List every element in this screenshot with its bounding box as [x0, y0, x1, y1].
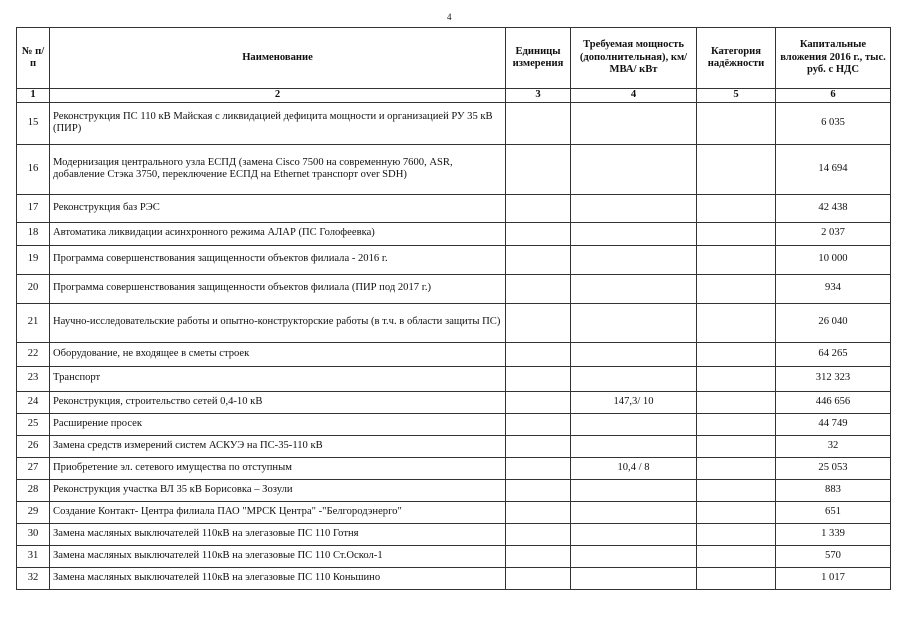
row-category: [697, 144, 776, 194]
header-power: Требуемая мощность (дополнительная), км/ МВА/ кВт: [571, 28, 697, 89]
column-number-row: [17, 89, 891, 103]
row-category: [697, 274, 776, 303]
table-row: [17, 366, 891, 391]
row-power: [571, 366, 697, 391]
header-name: Наименование: [50, 28, 506, 89]
row-units: [506, 523, 571, 545]
row-num: 18: [17, 222, 50, 245]
row-category: [697, 435, 776, 457]
row-num: 22: [17, 342, 50, 366]
row-num: 31: [17, 545, 50, 567]
row-power: [571, 479, 697, 501]
header-category: Категория надёжности: [697, 28, 776, 89]
row-name: Модернизация центрального узла ЕСПД (замена Cisco 7500 на современную 7600, ASR, добавление Стэка 3750, переключение ЕСПД на Ethernet транспорт over SDH): [50, 144, 506, 194]
row-num: 19: [17, 245, 50, 274]
row-power: [571, 303, 697, 342]
row-num: 17: [17, 194, 50, 222]
row-power: [571, 413, 697, 435]
row-units: [506, 567, 571, 589]
row-num: 15: [17, 102, 50, 144]
row-name: Программа совершенствования защищенности объектов филиала (ПИР под 2017 г.): [50, 274, 506, 303]
row-category: [697, 342, 776, 366]
row-units: [506, 391, 571, 413]
page-number: 4: [447, 12, 452, 22]
row-num: 21: [17, 303, 50, 342]
row-category: [697, 245, 776, 274]
row-capex: 26 040: [776, 303, 891, 342]
row-units: [506, 457, 571, 479]
col-number: 6: [776, 89, 891, 103]
table-row: [17, 501, 891, 523]
table-row: [17, 245, 891, 274]
row-name: Оборудование, не входящее в сметы строек: [50, 342, 506, 366]
row-capex: 312 323: [776, 366, 891, 391]
row-capex: 14 694: [776, 144, 891, 194]
row-units: [506, 194, 571, 222]
investment-table: [16, 27, 891, 590]
table-row: [17, 194, 891, 222]
row-power: [571, 342, 697, 366]
row-name: Реконструкция баз РЭС: [50, 194, 506, 222]
table-row: [17, 567, 891, 589]
row-name: Научно-исследовательские работы и опытно-конструкторские работы (в т.ч. в области защиты ПС): [50, 303, 506, 342]
row-name: Реконструкция участка ВЛ 35 кВ Борисовка – Зозули: [50, 479, 506, 501]
row-name: Замена масляных выключателей 110кВ на элегазовые ПС 110 Коньшино: [50, 567, 506, 589]
table-row: [17, 435, 891, 457]
row-units: [506, 479, 571, 501]
row-power: 10,4 / 8: [571, 457, 697, 479]
row-power: [571, 567, 697, 589]
header-num: № п/п: [17, 28, 50, 89]
row-num: 28: [17, 479, 50, 501]
header-capex: Капитальные вложения 2016 г., тыс. руб. с НДС: [776, 28, 891, 89]
header-row: [17, 28, 891, 89]
row-capex: 64 265: [776, 342, 891, 366]
col-number: 2: [50, 89, 506, 103]
row-capex: 446 656: [776, 391, 891, 413]
row-power: [571, 222, 697, 245]
table-row: [17, 274, 891, 303]
row-capex: 2 037: [776, 222, 891, 245]
row-category: [697, 501, 776, 523]
row-units: [506, 222, 571, 245]
row-category: [697, 545, 776, 567]
row-name: Реконструкция ПС 110 кВ Майская с ликвидацией дефицита мощности и организацией РУ 35 кВ (ПИР): [50, 102, 506, 144]
row-category: [697, 457, 776, 479]
row-capex: 651: [776, 501, 891, 523]
table-row: [17, 523, 891, 545]
row-name: Замена масляных выключателей 110кВ на элегазовые ПС 110 Ст.Оскол-1: [50, 545, 506, 567]
row-num: 25: [17, 413, 50, 435]
row-num: 20: [17, 274, 50, 303]
row-num: 32: [17, 567, 50, 589]
row-num: 23: [17, 366, 50, 391]
col-number: 4: [571, 89, 697, 103]
row-power: [571, 194, 697, 222]
row-name: Программа совершенствования защищенности объектов филиала - 2016 г.: [50, 245, 506, 274]
table-row: [17, 102, 891, 144]
table-row: [17, 479, 891, 501]
row-power: [571, 523, 697, 545]
row-num: 24: [17, 391, 50, 413]
row-category: [697, 413, 776, 435]
row-units: [506, 501, 571, 523]
row-num: 30: [17, 523, 50, 545]
row-capex: 10 000: [776, 245, 891, 274]
row-power: [571, 245, 697, 274]
table-row: [17, 342, 891, 366]
row-name: Автоматика ликвидации асинхронного режима АЛАР (ПС Голофеевка): [50, 222, 506, 245]
table-row: [17, 545, 891, 567]
row-units: [506, 545, 571, 567]
row-capex: 883: [776, 479, 891, 501]
row-units: [506, 303, 571, 342]
row-name: Приобретение эл. сетевого имущества по отступным: [50, 457, 506, 479]
row-name: Реконструкция, строительство сетей 0,4-10 кВ: [50, 391, 506, 413]
table-row: [17, 457, 891, 479]
col-number: 3: [506, 89, 571, 103]
row-category: [697, 102, 776, 144]
row-num: 29: [17, 501, 50, 523]
row-power: 147,3/ 10: [571, 391, 697, 413]
row-units: [506, 102, 571, 144]
row-category: [697, 303, 776, 342]
row-category: [697, 391, 776, 413]
row-power: [571, 545, 697, 567]
row-capex: 6 035: [776, 102, 891, 144]
row-num: 27: [17, 457, 50, 479]
row-name: Замена средств измерений систем АСКУЭ на ПС-35-110 кВ: [50, 435, 506, 457]
row-name: Создание Контакт- Центра филиала ПАО "МРСК Центра" -"Белгородэнерго": [50, 501, 506, 523]
header-units: Единицы измерения: [506, 28, 571, 89]
row-power: [571, 435, 697, 457]
row-capex: 1 339: [776, 523, 891, 545]
row-power: [571, 274, 697, 303]
row-units: [506, 366, 571, 391]
row-units: [506, 413, 571, 435]
table-row: [17, 222, 891, 245]
table-row: [17, 303, 891, 342]
table-row: [17, 413, 891, 435]
row-units: [506, 342, 571, 366]
row-category: [697, 479, 776, 501]
row-capex: 32: [776, 435, 891, 457]
table-row: [17, 391, 891, 413]
col-number: 1: [17, 89, 50, 103]
row-category: [697, 567, 776, 589]
row-units: [506, 274, 571, 303]
row-capex: 570: [776, 545, 891, 567]
row-units: [506, 245, 571, 274]
row-category: [697, 523, 776, 545]
row-num: 16: [17, 144, 50, 194]
row-capex: 44 749: [776, 413, 891, 435]
col-number: 5: [697, 89, 776, 103]
row-category: [697, 366, 776, 391]
row-capex: 1 017: [776, 567, 891, 589]
row-name: Замена масляных выключателей 110кВ на элегазовые ПС 110 Готня: [50, 523, 506, 545]
row-units: [506, 144, 571, 194]
row-name: Транспорт: [50, 366, 506, 391]
row-category: [697, 194, 776, 222]
table-row: [17, 144, 891, 194]
row-capex: 934: [776, 274, 891, 303]
row-power: [571, 102, 697, 144]
row-name: Расширение просек: [50, 413, 506, 435]
row-capex: 42 438: [776, 194, 891, 222]
row-power: [571, 501, 697, 523]
row-category: [697, 222, 776, 245]
row-capex: 25 053: [776, 457, 891, 479]
row-power: [571, 144, 697, 194]
row-num: 26: [17, 435, 50, 457]
row-units: [506, 435, 571, 457]
